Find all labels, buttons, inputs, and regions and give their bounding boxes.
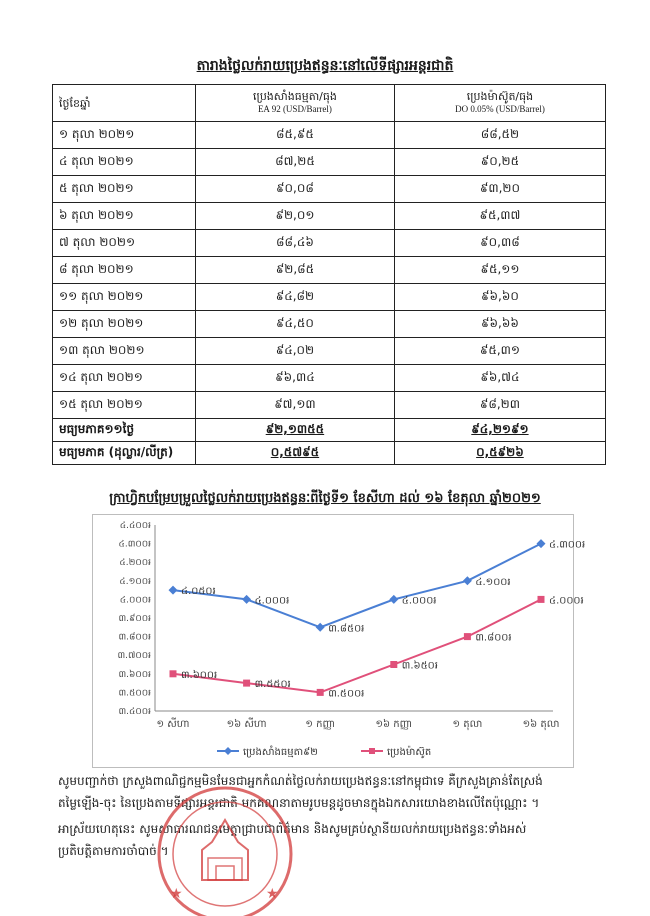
note-line-2: តម្លៃឡើង-ចុះ នៃប្រេងតាមទីផ្សារអន្តរជាតិ មកគណនាតាមរូបមន្តដូចមានក្នុងឯកសារយោងខាងលើតែប៉ុណ្ណោះ ។ xyxy=(58,796,540,810)
row-gasoline-price: ៩៤,៥០ xyxy=(196,311,395,338)
row-date: ៧ តុលា ២០២១ xyxy=(53,230,196,257)
average-label: មធ្យមភាគ១១ថ្ងៃ xyxy=(53,419,196,442)
y-tick-label: ៣.៧០០៛ xyxy=(117,651,151,662)
table-row xyxy=(53,365,606,392)
data-point xyxy=(464,633,471,640)
table-row xyxy=(53,392,606,419)
row-gasoline-price: ៩៤,៨២ xyxy=(196,284,395,311)
row-diesel-price: ៩០,២៥ xyxy=(394,149,605,176)
y-tick-label: ៣.៩០០៛ xyxy=(118,614,151,624)
x-tick-label: ១ តុលា xyxy=(452,719,483,730)
legend-label: ប្រេងសាំងធម្មតា៩២ xyxy=(243,747,318,758)
table-row xyxy=(53,176,606,203)
svg-text:★: ★ xyxy=(170,886,183,902)
y-tick-label: ៤.០០០៛ xyxy=(119,595,151,606)
svg-text:★: ★ xyxy=(266,886,279,902)
average-per-liter-label: មធ្យមភាគ (ដុល្លារ/លីត្រ) xyxy=(53,442,196,465)
row-gasoline-price: ៩៦,៣៤ xyxy=(196,365,395,392)
official-seal xyxy=(150,780,300,916)
average-per-liter-diesel: ០,៥៩២៦ xyxy=(394,442,605,465)
data-point xyxy=(390,661,397,668)
row-gasoline-price: ៩០,០៨ xyxy=(196,176,395,203)
x-tick-label: ១៦ កញ្ញា xyxy=(375,719,413,730)
price-chart-svg xyxy=(93,515,586,767)
table-row xyxy=(53,149,606,176)
row-gasoline-price: ៨៥,៩៥ xyxy=(196,122,395,149)
data-label: ៤.០០០៛ xyxy=(549,595,584,607)
header-diesel: ប្រេងម៉ាស៊ូត/ធុង DO 0.05% (USD/Barrel) xyxy=(394,85,605,122)
y-tick-label: ៤.៤០០៛ xyxy=(119,521,151,531)
row-diesel-price: ៩៥,១១ xyxy=(394,257,605,284)
row-date: ១៤ តុលា ២០២១ xyxy=(53,365,196,392)
note-line-3: អាស្រ័យហេតុនេះ សូមសាធារណជនមេត្តាជ្រាបជាព័ត៌មាន និងសូមគ្រប់ស្ថានីយលក់រាយប្រេងឥន្ធនៈទាំងអស់ xyxy=(58,822,527,836)
row-date: ១៥ តុលា ២០២១ xyxy=(53,392,196,419)
row-diesel-price: ៩៨,២៣ xyxy=(394,392,605,419)
average-diesel: ៩៤,២១៩១ xyxy=(394,419,605,442)
row-diesel-price: ៩៥,៣១ xyxy=(394,338,605,365)
y-tick-label: ៣.៦០០៛ xyxy=(118,669,151,680)
row-diesel-price: ៩៦,៦៦ xyxy=(394,311,605,338)
average-per-liter-row xyxy=(53,442,606,465)
header-date: ថ្ងៃខែឆ្នាំ xyxy=(53,85,196,122)
note-line-4: ប្រតិបត្តិតាមការចាំបាច់ ។ xyxy=(58,844,169,858)
table-row xyxy=(53,284,606,311)
data-label: ៣.៨៥០៛ xyxy=(328,623,365,635)
x-tick-label: ១៦ សីហា xyxy=(226,719,267,730)
document-title: តារាងថ្លៃលក់រាយប្រេងឥន្ធនៈនៅលើទីផ្សារអន្តរជាតិ xyxy=(196,58,454,74)
y-tick-label: ៣.៨០០៛ xyxy=(118,632,151,643)
header-gasoline: ប្រេងសាំងធម្មតា/ធុង EA 92 (USD/Barrel) xyxy=(196,85,395,122)
note-line-1: សូមបញ្ជាក់ថា ក្រសួងពាណិជ្ជកម្មមិនមែនជាអ្នកកំណត់ថ្លៃលក់រាយប្រេងឥន្ធនៈនៅកម្ពុជាទេ គឺក្រសួងគ្រាន់តែស្រង់ xyxy=(58,774,543,788)
table-header-row xyxy=(53,85,606,122)
data-point xyxy=(242,595,251,604)
y-tick-label: ៣.៤០០៛ xyxy=(118,707,151,717)
y-tick-label: ៤.២០០៛ xyxy=(119,558,151,569)
y-tick-label: ៤.១០០៛ xyxy=(119,576,151,587)
data-point xyxy=(317,689,324,696)
x-tick-label: ១៦ តុលា xyxy=(522,719,560,730)
row-date: ៤ តុលា ២០២១ xyxy=(53,149,196,176)
row-diesel-price: ៨៨,៥២ xyxy=(394,122,605,149)
x-tick-label: ១ កញ្ញា xyxy=(305,719,336,730)
average-gasoline: ៩២,១៣៥៥ xyxy=(196,419,395,442)
data-point xyxy=(389,595,398,604)
table-row xyxy=(53,338,606,365)
data-label: ៣.៦៥០៛ xyxy=(401,660,438,672)
data-point xyxy=(538,596,545,603)
row-diesel-price: ៩០,៣៨ xyxy=(394,230,605,257)
row-date: ៨ តុលា ២០២១ xyxy=(53,257,196,284)
y-tick-label: ៤.៣០០៛ xyxy=(118,539,151,550)
row-date: ១២ តុលា ២០២១ xyxy=(53,311,196,338)
data-label: ៤.០០០៛ xyxy=(401,595,437,607)
row-date: ១១ តុលា ២០២១ xyxy=(53,284,196,311)
data-point xyxy=(316,623,325,632)
data-point xyxy=(169,586,178,595)
row-gasoline-price: ៩២,០១ xyxy=(196,203,395,230)
table-row xyxy=(53,257,606,284)
row-diesel-price: ៩៥,៣៧ xyxy=(394,203,605,230)
data-label: ៣.៥០០៛ xyxy=(328,688,365,700)
price-chart xyxy=(92,514,586,768)
chart-title: ក្រាហ្វិកបម្រែបម្រួលថ្លៃលក់រាយប្រេងឥន្ធនៈពីថ្ងៃទី១ ខែសីហា ដល់ ១៦ ខែតុលា ឆ្នាំ២០២១ xyxy=(109,491,541,506)
data-point xyxy=(463,576,472,585)
x-tick-label: ១ សីហា xyxy=(156,719,190,730)
row-diesel-price: ៩៦,៧៤ xyxy=(394,365,605,392)
row-gasoline-price: ៨៧,២៥ xyxy=(196,149,395,176)
average-per-liter-gasoline: ០,៥៧៩៥ xyxy=(196,442,395,465)
data-label: ៣.៦០០៛ xyxy=(181,669,218,681)
row-gasoline-price: ៨៨,៤៦ xyxy=(196,230,395,257)
data-label: ៤.០៥០៛ xyxy=(181,586,216,598)
data-point xyxy=(170,670,177,677)
table-row xyxy=(53,122,606,149)
data-label: ៣.៥៥០៛ xyxy=(254,679,291,691)
price-table xyxy=(52,84,606,465)
average-row xyxy=(53,419,606,442)
row-diesel-price: ៩៦,៦០ xyxy=(394,284,605,311)
legend-label: ប្រេងម៉ាស៊ូត xyxy=(387,747,432,758)
row-date: ៦ តុលា ២០២១ xyxy=(53,203,196,230)
row-diesel-price: ៩៣,២០ xyxy=(394,176,605,203)
table-row xyxy=(53,230,606,257)
legend-marker xyxy=(369,748,375,754)
data-label: ៣.៨០០៛ xyxy=(475,632,512,644)
data-label: ៤.០០០៛ xyxy=(254,595,290,607)
data-point xyxy=(537,539,546,548)
y-tick-label: ៣.៥០០៛ xyxy=(118,688,151,699)
row-date: ១ តុលា ២០២១ xyxy=(53,122,196,149)
data-label: ៤.១០០៛ xyxy=(475,576,511,588)
data-point xyxy=(243,680,250,687)
table-row xyxy=(53,203,606,230)
row-date: ១៣ តុលា ២០២១ xyxy=(53,338,196,365)
legend-marker xyxy=(224,747,232,755)
row-gasoline-price: ៩២,៨៥ xyxy=(196,257,395,284)
row-date: ៥ តុលា ២០២១ xyxy=(53,176,196,203)
row-gasoline-price: ៩៤,០២ xyxy=(196,338,395,365)
table-row xyxy=(53,311,606,338)
data-label: ៤.៣០០៛ xyxy=(549,539,586,551)
row-gasoline-price: ៩៧,១៣ xyxy=(196,392,395,419)
